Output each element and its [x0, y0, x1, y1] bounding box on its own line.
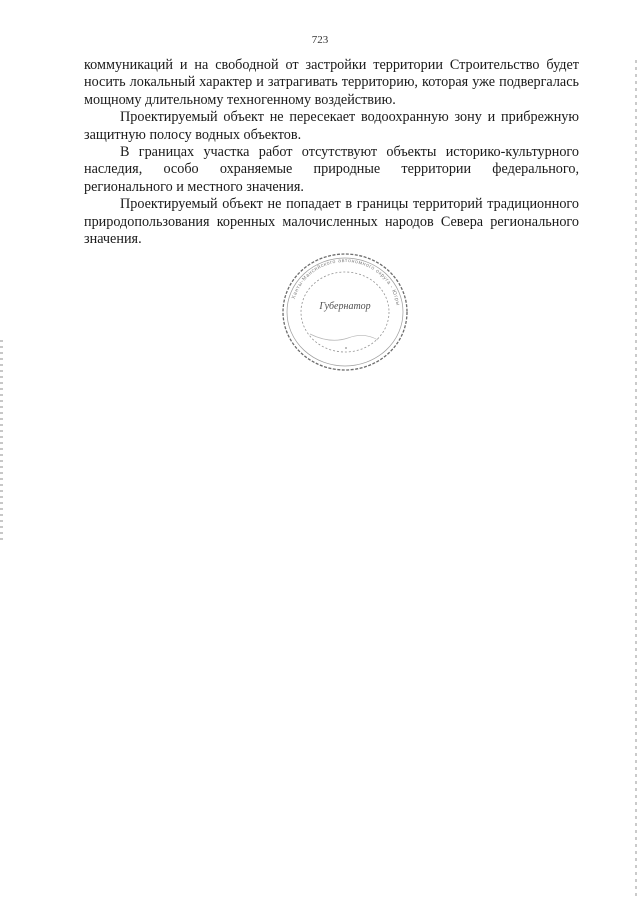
- paragraph-heritage: В границах участка работ отсутствуют объекты историко-культурного наследия, особо охраняемые природные территории федерального, регионального и местного значения.: [84, 144, 579, 195]
- page-number: 723: [311, 34, 329, 46]
- scan-edge-right: [635, 60, 637, 900]
- seal-graphic: [280, 252, 410, 372]
- seal-center-text: Губернатор: [319, 301, 371, 312]
- paragraph-water-zone: Проектируемый объект не пересекает водоохранную зону и прибрежную защитную полосу водных объектов.: [84, 109, 579, 143]
- scan-edge-left: [0, 340, 3, 540]
- document-body: [84, 57, 579, 248]
- seal-ring-text: Ханты-Мансийского автономного округа - Югры: [290, 257, 401, 307]
- paragraph-continuation: коммуникаций и на свободной от застройки территории Строительство будет носить локальный характер и затрагивать территорию, которая уже подвергалась мощному длительному техногенному воздействию.: [84, 57, 579, 108]
- paragraph-indigenous-territories: Проектируемый объект не попадает в границы территорий традиционного природопользования коренных малочисленных народов Севера регионального значения.: [84, 196, 579, 248]
- official-seal-stamp: [280, 252, 410, 372]
